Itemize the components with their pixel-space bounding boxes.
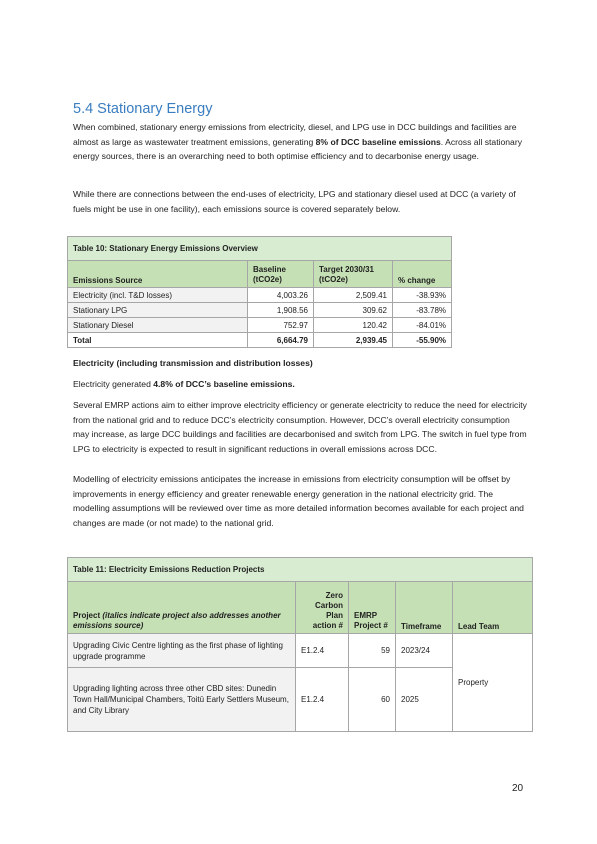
intro-text: When combined, stationary energy emissions from electricity, diesel, and LPG use in DCC buildings and facilities are almost as large as wastewater treatment emissions, generating <box>73 122 517 147</box>
electricity-subheading: Electricity (including transmission and distribution losses) <box>73 358 313 368</box>
cell-timeframe: 2025 <box>396 668 453 732</box>
cell-change: -38.93% <box>393 288 452 303</box>
cell-project: Upgrading lighting across three other CBD sites: Dunedin Town Hall/Municipal Chambers, Toitū Early Settlers Museum, and City Library <box>68 668 296 732</box>
cell-total-target: 2,939.45 <box>314 333 393 348</box>
cell-baseline: 4,003.26 <box>248 288 314 303</box>
table-10 <box>67 236 452 348</box>
cell-change: -84.01% <box>393 318 452 333</box>
col-header-timeframe: Timeframe <box>396 582 453 634</box>
col-header-baseline: Baseline (tCO2e) <box>248 261 314 288</box>
page-number: 20 <box>512 783 524 794</box>
table-row <box>68 288 452 303</box>
cell-total-baseline: 6,664.79 <box>248 333 314 348</box>
generated-bold-text: 4.8% of DCC’s baseline emissions. <box>153 379 295 389</box>
table-total-row <box>68 333 452 348</box>
col-header-zero-carbon-plan: Zero Carbon Plan action # <box>296 582 349 634</box>
cell-source: Electricity (incl. T&D losses) <box>68 288 248 303</box>
table-10-title: Table 10: Stationary Energy Emissions Overview <box>68 237 452 261</box>
col-header-target: Target 2030/31 (tCO2e) <box>314 261 393 288</box>
cell-change: -83.78% <box>393 303 452 318</box>
table-row <box>68 318 452 333</box>
table-11 <box>67 557 533 732</box>
intro-paragraph-1 <box>73 120 528 164</box>
cell-total-label: Total <box>68 333 248 348</box>
cell-baseline: 752.97 <box>248 318 314 333</box>
table-row <box>68 634 533 668</box>
cell-total-change: -55.90% <box>393 333 452 348</box>
col-header-lead-team: Lead Team <box>453 582 533 634</box>
intro-bold-text: 8% of DCC baseline emissions <box>315 136 441 147</box>
cell-emrp: 59 <box>349 634 396 668</box>
cell-project: Upgrading Civic Centre lighting as the first phase of lighting upgrade programme <box>68 634 296 668</box>
generated-text: Electricity generated <box>73 379 154 389</box>
cell-source: Stationary LPG <box>68 303 248 318</box>
cell-lead-team: Property <box>453 634 533 732</box>
col-header-project: Project (italics indicate project also addresses another emissions source) <box>68 582 296 634</box>
cell-zcp: E1.2.4 <box>296 634 349 668</box>
cell-source: Stationary Diesel <box>68 318 248 333</box>
cell-target: 309.62 <box>314 303 393 318</box>
electricity-generated-line <box>73 377 528 392</box>
electricity-paragraph-1: Several EMRP actions aim to either improve electricity efficiency or generate electricity to reduce the need for electricity from the national grid and to reduce DCC’s electricity consumption. However, DCC’s overall electricity consumption may increase, as large DCC buildings and facilities are decarbonised and switch from LPG. The switch in fuel type from LPG to electricity is expected to result in significant reductions in overall emissions across DCC. <box>73 400 527 454</box>
cell-target: 120.42 <box>314 318 393 333</box>
electricity-paragraph-2: Modelling of electricity emissions anticipates the increase in emissions from electricity consumption will be offset by improvements in energy efficiency and greater renewable energy generation in the national electricity grid. The modelling assumptions will be reviewed over time as more detailed information becomes available for each project and changes are made (or not made) to the national grid. <box>73 474 524 528</box>
cell-timeframe: 2023/24 <box>396 634 453 668</box>
table-11-title: Table 11: Electricity Emissions Reduction Projects <box>68 558 533 582</box>
col-header-emrp: EMRP Project # <box>349 582 396 634</box>
cell-emrp: 60 <box>349 668 396 732</box>
cell-baseline: 1,908.56 <box>248 303 314 318</box>
cell-zcp: E1.2.4 <box>296 668 349 732</box>
section-heading: 5.4 Stationary Energy <box>73 101 213 117</box>
intro-paragraph-2: While there are connections between the end-uses of electricity, LPG and stationary diesel used at DCC (a variety of fuels might be use in one facility), each emissions source is covered separately below. <box>73 189 516 214</box>
cell-target: 2,509.41 <box>314 288 393 303</box>
col-header-change: % change <box>393 261 452 288</box>
table-row <box>68 303 452 318</box>
col-header-emissions-source: Emissions Source <box>68 261 248 288</box>
intro-text-end: . Across all stationary energy sources, there is an overarching need to both optimise efficiency and to decarbonise energy usage. <box>73 136 522 162</box>
